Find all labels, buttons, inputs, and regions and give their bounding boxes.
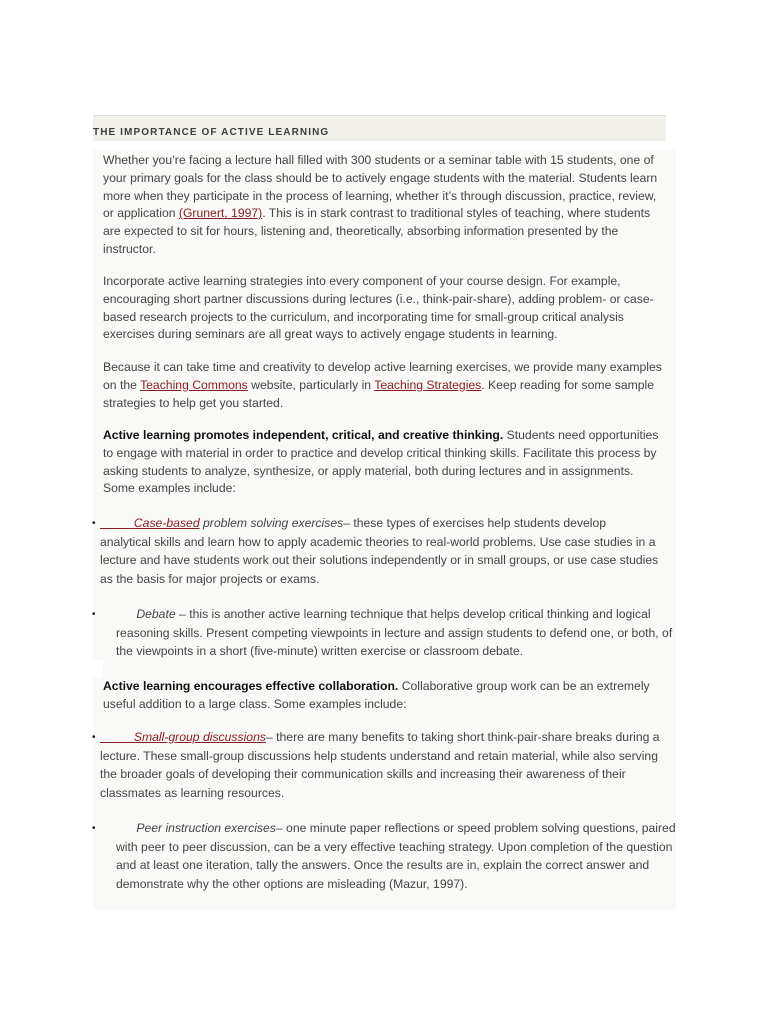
teaching-commons-link[interactable]: Teaching Commons — [140, 377, 248, 392]
collaboration-text: Collaborative group work can be an extremely useful addition to a large class. Some examples include: — [103, 679, 650, 711]
case-based-text: – these types of exercises help students develop analytical skills and learn how to apply academic theories to real-world problems. Use case studies in a lecture and have students work out their solutions independently or in small groups, or use case studies as the basis for major projects or exams. — [100, 516, 659, 586]
critical-thinking-paragraph — [103, 427, 668, 498]
bullet-icon: • — [92, 732, 96, 743]
link-gap — [100, 730, 134, 744]
page-heading: THE IMPORTANCE OF ACTIVE LEARNING — [93, 127, 330, 138]
peer-instruction-text: – one minute paper reflections or speed problem solving questions, paired with peer to peer discussion, can be a very effective teaching strategy. Upon completion of the question and at least one iteration, tally the answers. Once the results are in, explain the correct answer and demonstrate why the other options are misleading (Mazur, 1997). — [116, 821, 676, 891]
collaboration-lead: Active learning encourages effective collaboration. — [103, 679, 399, 693]
critical-thinking-lead: Active learning promotes independent, critical, and creative thinking. — [103, 428, 504, 442]
bullet-icon: • — [92, 609, 96, 620]
teaching-strategies-link[interactable]: Teaching Strategies — [374, 377, 482, 392]
link-gap — [100, 516, 134, 530]
resources-text-end: . Keep reading for some sample strategies to help get you started. — [103, 377, 655, 410]
list-item-debate — [116, 605, 676, 661]
small-group-link[interactable]: Small-group discussions — [133, 730, 266, 744]
intro-text-end: . This is in stark contrast to traditional styles of teaching, where students are expected to sit for hours, listening and, theoretically, absorbing information presented by the instructor. — [103, 206, 651, 256]
critical-thinking-text: Students need opportunities to engage with material in order to practice and develop critical thinking skills. Facilitate this process by asking students to analyze, synthesize, or apply material, both during lectures and in assignments. Some examples include: — [103, 428, 659, 496]
peer-instruction-lead: Peer instruction exercises — [136, 821, 276, 835]
content-gap — [93, 660, 103, 678]
small-group-text: – there are many benefits to taking short think-pair-share breaks during a lecture. These small-group discussions help students understand and retain material, while also serving the broader goals of developing their communication skills and increasing their awareness of their classmates as learning resources. — [100, 730, 660, 800]
intro-text: Whether you’re facing a lecture hall filled with 300 students or a seminar table with 15 students, one of your primary goals for the class should be to actively engage students with the material. Students learn more when they participate in the process of learning, whether it’s through discussion, practice, review, or application — [103, 153, 658, 221]
debate-lead: Debate — [136, 607, 176, 621]
grunert-citation-link[interactable]: (Grunert, 1997) — [178, 206, 263, 221]
intro-paragraph — [103, 152, 668, 259]
case-based-lead: problem solving exercises — [199, 516, 344, 530]
list-item-peer-instruction — [116, 819, 676, 893]
resources-paragraph — [103, 359, 668, 412]
list-item-small-group — [100, 728, 660, 802]
strategies-paragraph: Incorporate active learning strategies into every component of your course design. For example, encouraging short partner discussions during lectures (i.e., think-pair-share), adding problem- or case-based research projects to the curriculum, and incorporating time for small-group critical analysis exercises during seminars are all great ways to actively engage students in learning. — [103, 274, 654, 342]
resources-text: Because it can take time and creativity to develop active learning exercises, we provide many examples on the — [103, 360, 662, 392]
resources-text-mid: website, particularly in — [247, 377, 375, 392]
collaboration-paragraph — [103, 678, 668, 714]
bullet-icon: • — [92, 823, 96, 834]
bullet-icon: • — [92, 518, 96, 529]
list-item-case-based — [100, 514, 660, 588]
debate-text: – this is another active learning technique that helps develop critical thinking and logical reasoning skills. Present competing viewpoints in lecture and assign students to defend one, or both, of the viewpoints in a short (five-minute) written exercise or classroom debate. — [116, 607, 673, 659]
case-based-link[interactable]: Case-based — [133, 516, 200, 530]
